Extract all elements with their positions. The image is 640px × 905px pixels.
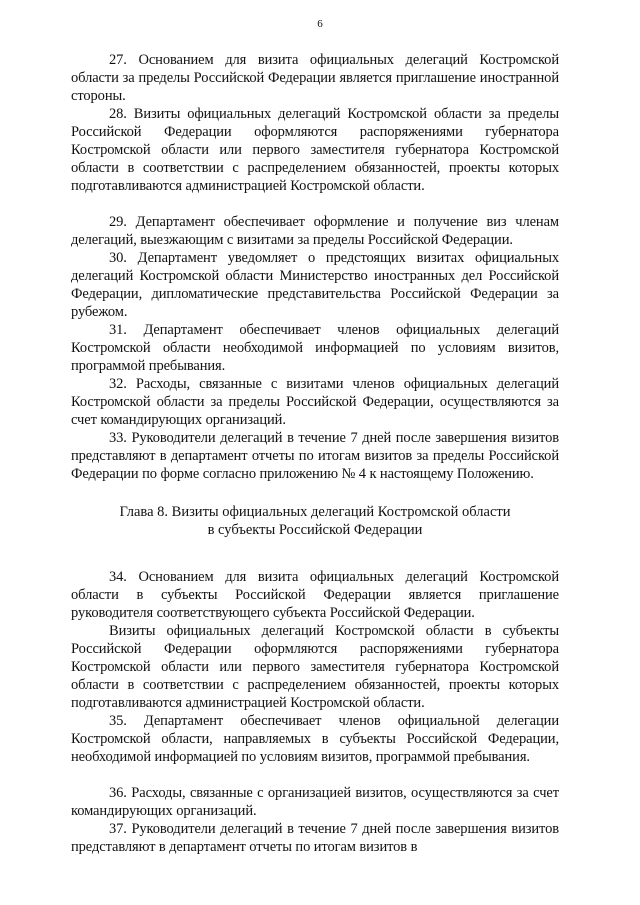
paragraph-27: 27. Основанием для визита официальных делегаций Костромской области за пределы Российской Федерации является приглашение иностранной стороны. xyxy=(71,52,559,104)
paragraph-32: 32. Расходы, связанные с визитами членов официальных делегаций Костромской области за пределы Российской Федерации, осуществляются за счет командирующих организаций. xyxy=(71,376,559,428)
paragraph-30: 30. Департамент уведомляет о предстоящих визитах официальных делегаций Костромской области Министерство иностранных дел Российской Федерации, дипломатические представительства Российской Федерации за рубежом. xyxy=(71,250,559,320)
paragraph-36: 36. Расходы, связанные с организацией визитов, осуществляются за счет командирующих организаций. xyxy=(71,785,559,819)
paragraph-31: 31. Департамент обеспечивает членов официальных делегаций Костромской области необходимой информацией по условиям визитов, программой пребывания. xyxy=(71,322,559,374)
chapter-heading xyxy=(71,503,559,539)
chapter-heading-line-1: Глава 8. Визиты официальных делегаций Костромской области xyxy=(119,504,511,520)
paragraph-33: 33. Руководители делегаций в течение 7 дней после завершения визитов представляют в департамент отчеты по итогам визитов за пределы Российской Федерации по форме согласно приложению № 4 к настоящему Положению. xyxy=(71,430,559,482)
page-number: 6 xyxy=(317,18,323,30)
paragraph-34-continued: Визиты официальных делегаций Костромской области в субъекты Российской Федерации оформляются распоряжениями губернатора Костромской области или первого заместителя губернатора Костромской области в соответствии с распределением обязанностей, проекты которых подготавливаются администрацией Костромской области. xyxy=(71,623,559,711)
paragraph-37: 37. Руководители делегаций в течение 7 дней после завершения визитов представляют в департамент отчеты по итогам визитов в xyxy=(71,821,559,855)
paragraph-35: 35. Департамент обеспечивает членов официальной делегации Костромской области, направляемых в субъекты Российской Федерации, необходимой информацией по условиям визитов, программой пребывания. xyxy=(71,713,559,765)
chapter-heading-line-2: в субъекты Российской Федерации xyxy=(207,522,423,538)
paragraph-28: 28. Визиты официальных делегаций Костромской области за пределы Российской Федерации оформляются распоряжениями губернатора Костромской области или первого заместителя губернатора Костромской области в соответствии с распределением обязанностей, проекты которых подготавливаются администрацией Костромской области. xyxy=(71,106,559,194)
paragraph-29: 29. Департамент обеспечивает оформление и получение виз членам делегаций, выезжающим с визитами за пределы Российской Федерации. xyxy=(71,214,559,248)
paragraph-34: 34. Основанием для визита официальных делегаций Костромской области в субъекты Российской Федерации является приглашение руководителя соответствующего субъекта Российской Федерации. xyxy=(71,569,559,621)
